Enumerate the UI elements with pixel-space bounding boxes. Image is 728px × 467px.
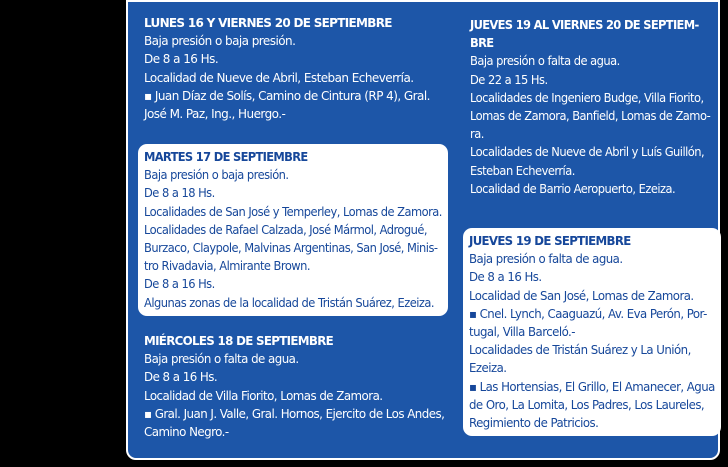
schedule-block-mon-fri: [144, 14, 444, 123]
block-line: Regimiento de Patricios.: [469, 416, 599, 431]
block-line: Localidades de Rafael Calzada, José Mármol, Adrogué,: [144, 222, 428, 237]
block-line: Esteban Echeverría.: [470, 163, 575, 178]
block-line: Localidad de Villa Fiorito, Lomas de Zamora.: [144, 388, 383, 403]
block-title: LUNES 16 Y VIERNES 20 DE SEPTIEMBRE: [144, 16, 392, 30]
block-title-continuation: BRE: [470, 36, 494, 51]
block-line: Localidad de San José, Lomas de Zamora.: [469, 288, 694, 303]
block-line: Baja presión o falta de agua.: [469, 252, 623, 267]
block-title: MIÉRCOLES 18 DE SEPTIEMBRE: [144, 334, 334, 348]
block-title: JUEVES 19 DE SEPTIEMBRE: [469, 234, 631, 248]
block-line: Localidades de Ingeniero Budge, Villa Fiorito,: [470, 90, 704, 105]
block-line: Burzaco, Claypole, Malvinas Argentinas, San José, Minis-: [144, 241, 438, 256]
block-line: Localidad de Barrio Aeropuerto, Ezeiza.: [470, 181, 676, 196]
block-line: tro Rivadavia, Almirante Brown.: [144, 259, 311, 274]
block-line: Lomas de Zamora, Banfield, Lomas de Zamo-: [470, 109, 711, 124]
block-line: ▪ Gral. Juan J. Valle, Gral. Hornos, Ejercito de Los Andes,: [144, 406, 445, 421]
block-line: ▪ Cnel. Lynch, Caaguazú, Av. Eva Perón, Por-: [469, 306, 707, 321]
schedule-block-thu: [463, 228, 721, 436]
block-line: ra.: [470, 127, 484, 142]
block-line: Algunas zonas de la localidad de Tristán Suárez, Ezeiza.: [144, 295, 435, 310]
block-line: De 8 a 16 Hs.: [144, 277, 215, 292]
block-line: ▪ Las Hortensias, El Grillo, El Amanecer, Agua: [469, 379, 715, 394]
block-line: Camino Negro.-: [144, 425, 229, 440]
block-line: Localidades de Nueve de Abril y Luís Guillón,: [470, 145, 705, 160]
block-line: tugal, Villa Barceló.-: [469, 325, 575, 340]
block-line: Baja presión o falta de agua.: [470, 54, 620, 69]
block-line: De 8 a 16 Hs.: [144, 370, 218, 385]
block-line: Baja presión o baja presión.: [144, 168, 289, 183]
block-line: Baja presión o falta de agua.: [144, 352, 299, 367]
block-line: De 8 a 16 Hs.: [469, 270, 542, 285]
block-line: José M. Paz, Ing., Huergo.-: [144, 107, 286, 122]
schedule-block-tue: [138, 144, 448, 316]
block-title: MARTES 17 DE SEPTIEMBRE: [144, 150, 308, 164]
block-line: De 8 a 16 Hs.: [144, 52, 219, 67]
block-line: ▪ Juan Díaz de Solís, Camino de Cintura (RP 4), Gral.: [144, 88, 430, 103]
block-line: Ezeiza.: [469, 361, 507, 376]
block-line: de Oro, La Lomita, Los Padres, Los Laureles,: [469, 397, 705, 412]
block-title: JUEVES 19 AL VIERNES 20 DE SEPTIEM-: [470, 18, 699, 32]
block-line: Localidades de Tristán Suárez y La Unión,: [469, 343, 691, 358]
block-line: De 8 a 18 Hs.: [144, 186, 215, 201]
block-line: Baja presión o baja presión.: [144, 34, 296, 49]
schedule-block-wed: [144, 332, 444, 441]
schedule-block-thu-fri: [470, 16, 710, 198]
block-line: Localidades de San José y Temperley, Lomas de Zamora.: [144, 204, 442, 219]
block-line: Localidad de Nueve de Abril, Esteban Echeverría.: [144, 70, 414, 85]
block-line: De 22 a 15 Hs.: [470, 72, 548, 87]
